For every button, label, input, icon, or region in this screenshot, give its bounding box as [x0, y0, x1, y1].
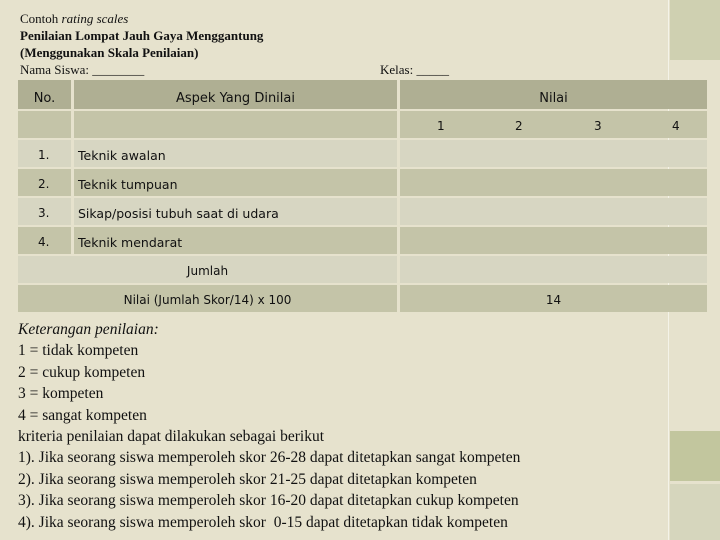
nilai-formula-label: Nilai (Jumlah Skor/14) x 100: [18, 285, 397, 312]
criteria-item: 3). Jika seorang siswa memperoleh skor 16-20 dapat ditetapkan cukup kompeten: [18, 492, 519, 510]
score-header-1: 1: [437, 119, 445, 133]
score-header-2: 2: [515, 119, 523, 133]
row-2-aspek: Teknik tumpuan: [74, 169, 397, 196]
keterangan-title: Keterangan penilaian:: [18, 321, 159, 338]
subheader-aspek-cell: [74, 111, 397, 138]
criteria-item: 1). Jika seorang siswa memperoleh skor 26-28 dapat ditetapkan sangat kompeten: [18, 449, 521, 467]
decor-strip-middle: [670, 431, 720, 481]
row-3-aspek: Sikap/posisi tubuh saat di udara: [74, 198, 397, 225]
row-4-no: 4.: [18, 227, 71, 254]
row-1-no: 1.: [18, 140, 71, 167]
jumlah-label: Jumlah: [18, 256, 397, 283]
decor-strip-top: [670, 0, 720, 60]
row-4-nilai: [400, 227, 707, 254]
criteria-intro: kriteria penilaian dapat dilakukan sebagai berikut: [18, 428, 325, 446]
jumlah-value: [400, 256, 707, 283]
header-line-1: Contoh rating scales: [20, 11, 129, 26]
decor-strip-bottom: [670, 484, 720, 540]
scale-item: 3 = kompeten: [18, 385, 104, 403]
keterangan-section: [18, 319, 520, 533]
subheader-nilai-cell: [400, 111, 707, 138]
col-header-no: No.: [18, 80, 71, 109]
scale-item: 2 = cukup kompeten: [18, 363, 146, 381]
criteria-item: 2). Jika seorang siswa memperoleh skor 21-25 dapat ditetapkan kompeten: [18, 470, 477, 488]
document-header: [20, 10, 263, 78]
row-2-no: 2.: [18, 169, 71, 196]
row-3-nilai: [400, 198, 707, 225]
subheader-no-cell: [18, 111, 71, 138]
col-header-nilai: Nilai: [400, 80, 707, 109]
row-1-nilai: [400, 140, 707, 167]
row-3-no: 3.: [18, 198, 71, 225]
nama-siswa-field: Nama Siswa: ________: [20, 62, 145, 77]
nilai-value: 14: [400, 285, 707, 312]
scale-item: 4 = sangat kompeten: [18, 406, 147, 424]
scale-item: 1 = tidak kompeten: [18, 342, 139, 360]
col-header-aspek: Aspek Yang Dinilai: [74, 80, 397, 109]
criteria-item: 4). Jika seorang siswa memperoleh skor 0-15 dapat ditetapkan tidak kompeten: [18, 513, 508, 531]
score-header-4: 4: [672, 119, 680, 133]
score-header-3: 3: [594, 119, 602, 133]
document-title: Penilaian Lompat Jauh Gaya Menggantung: [20, 28, 264, 43]
kelas-field: Kelas: _____: [380, 62, 449, 77]
row-2-nilai: [400, 169, 707, 196]
document-subtitle: (Menggunakan Skala Penilaian): [20, 45, 199, 60]
row-4-aspek: Teknik mendarat: [74, 227, 397, 254]
row-1-aspek: Teknik awalan: [74, 140, 397, 167]
